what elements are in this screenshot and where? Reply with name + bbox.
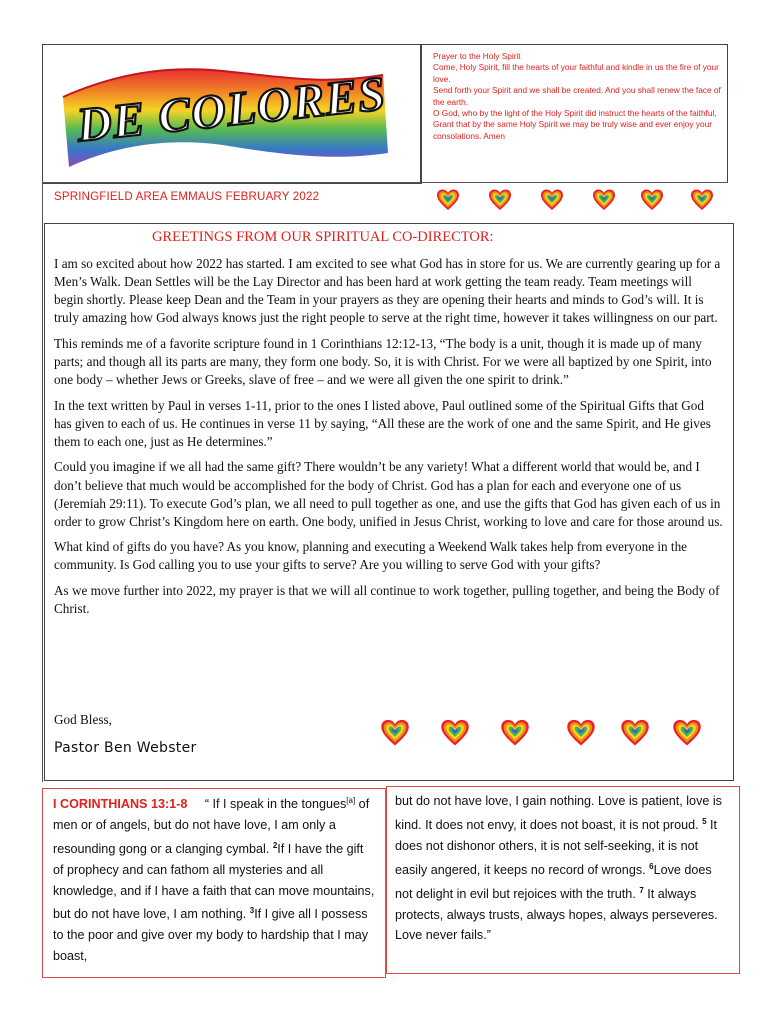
letter-paragraph: I am so excited about how 2022 has started. I am excited to see what God has in store for us. We are currently gearing up for a Men’s Walk. Dean Settles will be the Lay Director and has been hard at work getting the team ready. Team meetings will begin shortly. Please keep Dean and the Team in your prayers as they are opening their hearts and minds to God’s will. It is truly amazing how God always knows just the right people to serve at the right time, however it takes willingness on our part.: [54, 256, 721, 326]
scripture-box-left: [42, 788, 386, 978]
prayer-title: Prayer to the Holy Spirit: [433, 51, 521, 61]
rainbow-heart-icon: [540, 188, 564, 212]
prayer-line: O God, who by the light of the Holy Spirit did instruct the hearts of the faithful,: [433, 108, 717, 119]
rainbow-heart-icon: [440, 718, 470, 748]
rainbow-heart-icon: [672, 718, 702, 748]
letter-paragraph: This reminds me of a favorite scripture found in 1 Corinthians 12:12-13, “The body is a unit, though it is made up of many parts; and though all its parts are many, they form one body. So, it is with Christ. For we were all baptized by one Spirit, into one body – whether Jews or Greeks, slave of free – and we were all given the one spirit to drink.”: [54, 335, 712, 388]
verse-number: 3: [249, 906, 255, 916]
rainbow-heart-icon: [380, 718, 410, 748]
verse-number: 5: [702, 816, 707, 826]
rainbow-heart-icon: [566, 718, 596, 748]
scripture-verse-2: If I have the gift of prophecy and can fathom all mysteries and all knowledge, and if I have a faith that can move mountains, but do not have love, I am nothing.: [53, 841, 375, 922]
rainbow-heart-icon: [592, 188, 616, 212]
scripture-reference: I CORINTHIANS 13:1-8: [53, 797, 188, 812]
verse-number: 2: [272, 840, 278, 850]
scripture-verse-6: Love does not delight in evil but rejoices with the truth.: [395, 862, 712, 901]
verse-number: 7: [639, 885, 644, 895]
letter-signature: Pastor Ben Webster: [54, 740, 197, 756]
letter-body: [54, 255, 724, 626]
scripture-box-right: [386, 786, 740, 974]
letter-paragraph: As we move further into 2022, my prayer is that we will all continue to work together, pulling together, and being the Body of Christ.: [54, 583, 720, 617]
hearts-row-top: [436, 188, 716, 214]
left-rule: [42, 182, 43, 782]
rainbow-heart-icon: [488, 188, 512, 212]
scripture-text-right: [395, 791, 729, 946]
prayer-line: Come, Holy Spirit, fill the hearts of your faithful and kindle in us the fire of your love.: [433, 62, 719, 84]
rainbow-heart-icon: [640, 188, 664, 212]
letter-paragraph: Could you imagine if we all had the same gift? There wouldn’t be any variety! What a different world that would be, and I don’t believe that much would be accomplished for the body of Christ. God has a plan for each and everyone one of us (Jeremiah 29:11). To execute God’s plan, we all need to pull together as one, and use the gifts that God has given each of us in order to grow Christ’s Kingdom here on earth. One body, unified in Jesus Christ, working to love and care for those around us.: [54, 459, 723, 529]
de-colores-logo: [43, 45, 421, 183]
rainbow-heart-icon: [500, 718, 530, 748]
prayer-line: Grant that by the same Holy Spirit we may be truly wise and ever enjoy your consolations. Amen: [433, 119, 712, 141]
scripture-verse-1-cont: of men or of angels, but do not have love, I am only a resounding gong or a clanging cymbal.: [53, 797, 370, 856]
scripture-verse-3: If I give all I possess to the poor and give over my body to hardship that I may boast,: [53, 907, 369, 964]
newsletter-header: SPRINGFIELD AREA EMMAUS FEBRUARY 2022: [54, 191, 320, 203]
logo-text: DE COLORES: [74, 67, 389, 153]
scripture-text-left: [53, 791, 377, 967]
letter-signoff: God Bless,: [54, 712, 112, 727]
footnote-marker[interactable]: [a]: [346, 796, 356, 805]
scripture-verse-1: “ If I speak in the tongues: [204, 797, 347, 812]
verse-number: 6: [649, 861, 654, 871]
prayer-text: [433, 51, 723, 142]
letter-paragraph: What kind of gifts do you have? As you know, planning and executing a Weekend Walk takes help from everyone in the community. Is God calling you to use your gifts to serve? Are you willing to serve God with your gifts?: [54, 539, 688, 573]
rainbow-heart-icon: [620, 718, 650, 748]
scripture-verse-7-8: It always protects, always trusts, always hopes, always perseveres. Love never fails.”: [395, 886, 718, 943]
rainbow-heart-icon: [690, 188, 714, 212]
rainbow-heart-icon: [436, 188, 460, 212]
header-divider: [42, 182, 728, 183]
prayer-line: Send forth your Spirit and we shall be created. And you shall renew the face of the earth.: [433, 85, 721, 107]
letter-title: GREETINGS FROM OUR SPIRITUAL CO-DIRECTOR:: [152, 229, 494, 245]
prayer-box: [420, 44, 728, 183]
letter-paragraph: In the text written by Paul in verses 1-11, prior to the ones I listed above, Paul outlined some of the Spiritual Gifts that God has given to each of us. He continues in verse 11 by saying, “All these are the work of one and the same Spirit, and He gives them to each one, just as He determines.”: [54, 397, 711, 449]
logo-box: [42, 44, 422, 184]
hearts-row-bottom: [380, 718, 710, 752]
scripture-verse-3-4: but do not have love, I gain nothing. Love is patient, love is kind. It does not envy, it does not boast, it is not proud.: [395, 794, 722, 832]
scripture-verse-5: It does not dishonor others, it is not self-seeking, it is not easily angered, it keeps no record of wrongs.: [395, 817, 718, 877]
